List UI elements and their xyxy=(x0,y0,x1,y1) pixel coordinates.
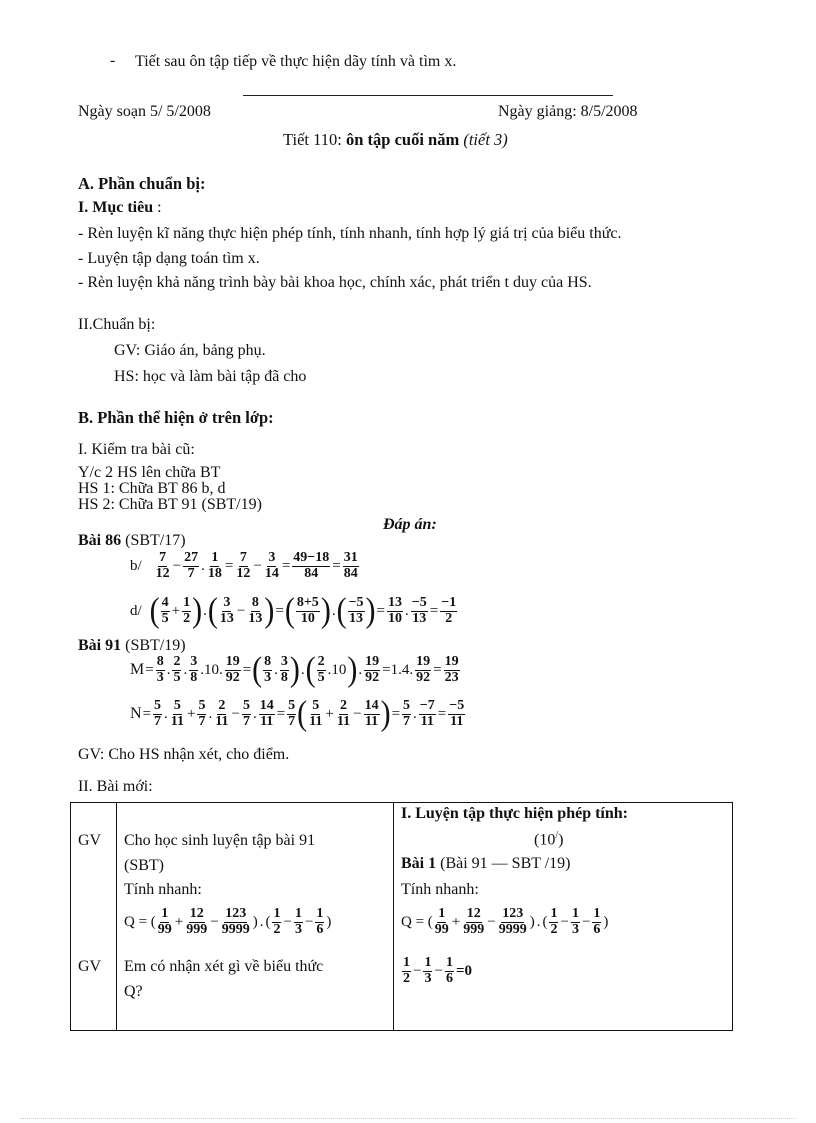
activity-line-3: Tính nhanh: xyxy=(124,881,202,898)
hs2-line: HS 2: Chữa BT 91 (SBT/19) xyxy=(78,496,262,513)
bai86-ref: (SBT/17) xyxy=(121,532,186,549)
gv-prep: GV: Giáo án, bảng phụ. xyxy=(114,342,266,359)
zero-expression: $\frac{1}{2}$ − $\frac{1}{3}$ − $\frac{1}{6}$ =0 xyxy=(403,955,472,986)
d-label: d/ xyxy=(130,602,142,619)
dap-an-heading: Đáp án: xyxy=(383,516,437,533)
bai1-ref: (Bài 91 — SBT /19) xyxy=(436,855,571,872)
m-expression: M = $\frac{8}{3}$ . $\frac{2}{5}$ . $\frac{3}{8}$ .10. $\frac{19}{92}$ = ( $\frac{8}{3}$ . $\frac{3}{8}$ ) . ( $\frac{2}{5}$ .10 ) . $\frac{19}{92}$ =1.4. $\frac{19}{92}$ = $\frac{19}{23}$ xyxy=(130,650,459,689)
title-prefix: Tiết 110: xyxy=(283,130,346,149)
bullet: - xyxy=(110,52,116,69)
actor-gv-1: GV xyxy=(78,832,102,849)
activity-line-2: (SBT) xyxy=(124,857,164,874)
muc-tieu-heading xyxy=(78,199,162,217)
fraction: $\frac{27}{7}$ xyxy=(184,550,199,581)
page-bottom-border xyxy=(20,1118,796,1119)
fraction: $\frac{7}{12}$ xyxy=(236,550,251,581)
time-value: (10 xyxy=(534,831,556,849)
muc-tieu-colon: : xyxy=(153,199,162,216)
n-expression: N = $\frac{5}{7}$ . $\frac{5}{11}$ + $\frac{5}{7}$ . $\frac{2}{11}$ − $\frac{5}{7}$ . $\frac{14}{11}$ = $\frac{5}{7}$ ( $\frac{5}{11}$ + $\frac{2}{11}$ − $\frac{14}{11}$ ) = $\frac{5}{7}$ . $\frac{-7}{11}$ = $\frac{-5}{11}$ xyxy=(130,694,465,733)
actor-column xyxy=(71,803,117,1031)
actor-gv-2: GV xyxy=(78,958,102,975)
time-minute-mark: / xyxy=(555,830,559,841)
chuan-bi-heading: II.Chuẩn bị: xyxy=(78,316,156,333)
lesson-title xyxy=(283,130,508,150)
title-bold: ôn tập cuối năm xyxy=(345,130,460,149)
bai1-heading xyxy=(401,855,571,873)
practice-time xyxy=(534,830,563,849)
ngay-soan: Ngày soạn 5/ 5/2008 xyxy=(78,103,211,120)
activity-column xyxy=(117,803,394,1031)
q-expression-right: Q = ( $\frac{1}{99}$ + $\frac{12}{999}$ − $\frac{123}{9999}$ ) . ( $\frac{1}{2}$ − $\frac{1}{3}$ − $\frac{1}{6}$ ) xyxy=(401,906,609,937)
next-lesson-note: Tiết sau ôn tập tiếp về thực hiện dãy tính và tìm x. xyxy=(135,53,457,70)
bai86-heading xyxy=(78,532,186,550)
gv-comment: GV: Cho HS nhận xét, cho điểm. xyxy=(78,746,290,763)
hs1-line: HS 1: Chữa BT 86 b, d xyxy=(78,480,226,497)
title-italic: (tiết 3) xyxy=(459,130,508,149)
fraction: $\frac{49-18}{84}$ xyxy=(293,550,330,581)
goal-1: - Rèn luyện kĩ năng thực hiện phép tính, tính nhanh, tính hợp lý giá trị của biểu thức. xyxy=(78,225,622,242)
bai1-label: Bài 1 xyxy=(401,855,437,872)
hs-prep: HS: học và làm bài tập đã cho xyxy=(114,368,307,385)
practice-tinh-nhanh: Tính nhanh: xyxy=(401,881,479,898)
kiem-tra-heading: I. Kiểm tra bài cũ: xyxy=(78,441,195,458)
bai91-label: Bài 91 xyxy=(78,637,122,654)
bai91-heading xyxy=(78,637,186,655)
activity-line-1: Cho học sinh luyện tập bài 91 xyxy=(124,832,316,849)
divider xyxy=(243,95,613,96)
q-expression-left: Q = ( $\frac{1}{99}$ + $\frac{12}{999}$ − $\frac{123}{9999}$ ) . ( $\frac{1}{2}$ − $\frac{1}{3}$ − $\frac{1}{6}$ ) xyxy=(124,906,332,937)
n-symbol: N xyxy=(130,705,142,723)
section-a-heading: A. Phần chuẩn bị: xyxy=(78,174,206,193)
fraction: $\frac{3}{14}$ xyxy=(264,550,279,581)
bai-moi-heading: II. Bài mới: xyxy=(78,778,153,795)
bai86-label: Bài 86 xyxy=(78,532,122,549)
b-label: b/ xyxy=(130,557,142,574)
m-symbol: M xyxy=(130,661,145,679)
fraction: $\frac{7}{12}$ xyxy=(155,550,170,581)
lesson-table xyxy=(70,802,733,1031)
goal-2: - Luyện tập dạng toán tìm x. xyxy=(78,250,260,267)
bai86-b-expression: b/ $\frac{7}{12}$ − $\frac{27}{7}$ . $\frac{1}{18}$ = $\frac{7}{12}$ − $\frac{3}{14}$ = $\frac{49-18}{84}$ = $\frac{31}{84}$ xyxy=(130,550,358,581)
goal-3: - Rèn luyện khả năng trình bày bài khoa học, chính xác, phát triển t duy của HS. xyxy=(78,274,592,291)
ngay-giang: Ngày giảng: 8/5/2008 xyxy=(498,103,638,120)
section-b-heading: B. Phần thể hiện ở trên lớp: xyxy=(78,408,274,427)
content-column xyxy=(394,803,733,1031)
time-close: ) xyxy=(558,831,564,849)
muc-tieu-label: I. Mục tiêu xyxy=(78,199,154,216)
fraction: $\frac{31}{84}$ xyxy=(343,550,358,581)
activity-line-5: Q? xyxy=(124,983,143,1000)
fraction: $\frac{1}{18}$ xyxy=(207,550,222,581)
activity-line-4: Em có nhận xét gì về biểu thức xyxy=(124,958,324,975)
yc-line: Y/c 2 HS lên chữa BT xyxy=(78,464,221,481)
practice-heading: I. Luyện tập thực hiện phép tính: xyxy=(401,805,628,822)
bai86-d-expression: d/ ( $\frac{4}{5}$ + $\frac{1}{2}$ ) . ( $\frac{3}{13}$ − $\frac{8}{13}$ ) = ( $\frac{8+5}{10}$ ) . ( $\frac{-5}{13}$ ) = $\frac{13}{10}$ . $\frac{-5}{13}$ = $\frac{-1}{2}$ xyxy=(130,591,457,630)
bai91-ref: (SBT/19) xyxy=(121,637,186,654)
